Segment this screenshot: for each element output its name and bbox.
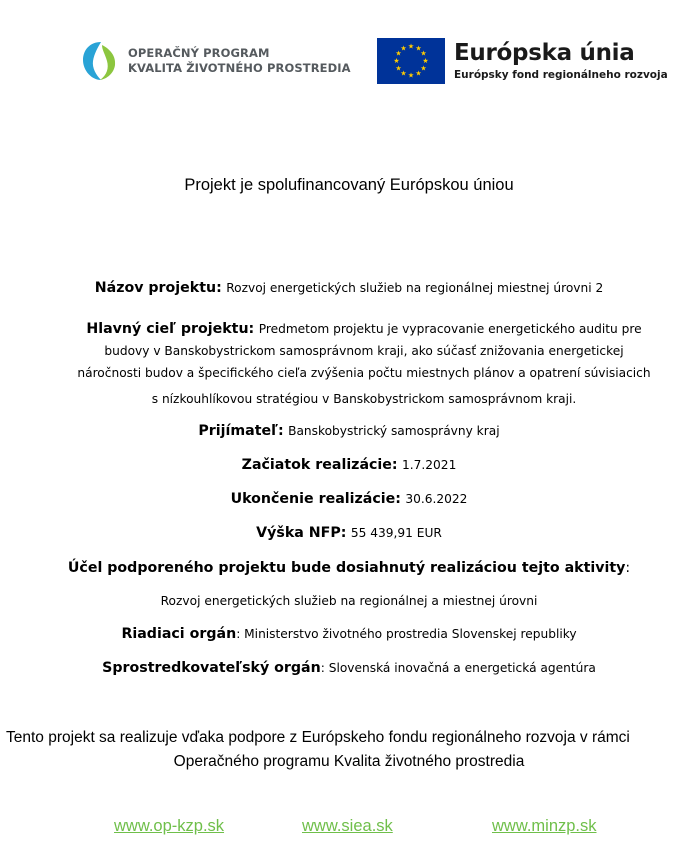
intermediate-body-label: Sprostredkovateľský orgán [102,660,321,676]
recipient-label: Prijímateľ: [198,423,284,439]
eu-logo-subtitle: Európsky fond regionálneho rozvoja [454,69,668,81]
footer-links [0,817,698,841]
purpose-value-row [0,591,698,611]
svg-text:★: ★ [395,49,402,58]
project-name-value: Rozvoj energetických služieb na regionálnej miestnej úrovni 2 [226,281,604,295]
project-goal-line: s nízkouhlíkovou stratégiou v Banskobystrickom samosprávnom kraji. [151,392,577,406]
svg-text:★: ★ [422,57,429,65]
project-name-label: Názov projektu: [94,280,222,296]
eu-logo-title: Európska únia [454,40,635,66]
link-op-kzp[interactable]: www.op-kzp.sk [114,817,225,835]
start-date-row [0,455,698,475]
link-minzp[interactable]: www.minzp.sk [492,817,597,835]
svg-text:★: ★ [420,49,427,58]
project-goal-label: Hlavný cieľ projektu: [86,321,255,337]
managing-authority-value: : Ministerstvo životného prostredia Slovenskej republiky [236,627,577,641]
svg-text:★: ★ [400,44,407,53]
project-goal-line: Predmetom projektu je vypracovanie energetického auditu pre [258,322,642,336]
purpose-colon: : [625,560,631,576]
op-logo-line1: OPERAČNÝ PROGRAM [128,46,270,60]
svg-text:★: ★ [395,64,402,73]
nfp-value: 55 439,91 EUR [350,526,442,540]
managing-authority-label: Riadiaci orgán [121,626,237,642]
nfp-row [0,523,698,543]
project-goal-line: náročnosti budov a špecifického cieľa zvýšenia počtu miestnych plánov a opatrení súvisiacich [77,366,651,380]
svg-text:★: ★ [400,69,407,78]
project-goal-line: budovy v Banskobystrickom samosprávnom kraji, ako súčasť znižovania energetickej [104,344,624,358]
intermediate-body-row [0,658,698,678]
cofinanced-statement: Projekt je spolufinancovaný Európskou úniou [184,176,514,194]
footer-statement-line1: Tento projekt sa realizuje vďaka podpore z Európskeho fondu regionálneho rozvoja v rámci [6,729,630,746]
purpose-label: Účel podporeného projektu bude dosiahnutý realizáciou tejto aktivity [67,560,626,576]
start-date-label: Začiatok realizácie: [241,457,398,473]
svg-text:★: ★ [407,71,415,80]
svg-text:★: ★ [415,44,422,53]
recipient-row [0,421,698,441]
eu-flag-icon [377,38,445,84]
nfp-label: Výška NFP: [256,525,347,541]
svg-text:★: ★ [407,42,415,51]
svg-text:★: ★ [420,64,427,73]
op-logo-line2: KVALITA ŽIVOTNÉHO PROSTREDIA [128,61,351,75]
end-date-label: Ukončenie realizácie: [230,491,401,507]
purpose-row [0,558,698,578]
start-date-value: 1.7.2021 [402,458,457,472]
managing-authority-row [0,624,698,644]
op-kzp-leaf-drop-icon [80,39,122,83]
project-goal-block [58,318,670,410]
intermediate-body-value: : Slovenská inovačná a energetická agentúra [320,661,596,675]
end-date-row [0,489,698,509]
svg-text:★: ★ [393,57,400,65]
eu-logo [377,37,667,85]
op-kzp-logo [80,38,350,84]
purpose-value: Rozvoj energetických služieb na regionálnej a miestnej úrovni [160,594,538,608]
footer-statement-line2: Operačného programu Kvalita životného prostredia [173,753,525,770]
recipient-value: Banskobystrický samosprávny kraj [288,424,500,438]
svg-text:★: ★ [415,69,422,78]
project-name-row [0,278,698,298]
end-date-value: 30.6.2022 [405,492,468,506]
link-siea[interactable]: www.siea.sk [302,817,393,835]
